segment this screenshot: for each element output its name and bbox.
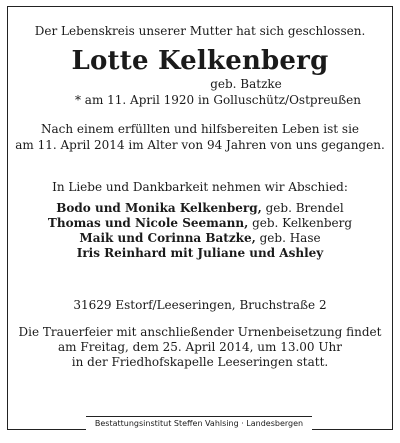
death-line: Nach einem erfüllten und hilfsbereiten Leben ist sie — [40, 122, 360, 136]
mourner-name: Thomas und Nicole Seemann, — [47, 216, 249, 230]
birth-name: geb. Batzke — [210, 77, 282, 91]
mourner-name: Bodo und Monika Kelkenberg, — [56, 201, 262, 215]
deceased-name: Lotte Kelkenberg — [71, 46, 329, 76]
mourner-note: geb. Hase — [259, 231, 321, 245]
intro-text: Der Lebenskreis unserer Mutter hat sich geschlossen. — [34, 24, 366, 38]
obituary-notice — [7, 6, 393, 430]
funeral-line: in der Friedhofskapelle Leeseringen statt. — [71, 355, 329, 369]
mourners-list — [8, 201, 392, 261]
mourner-name: Iris Reinhard mit Juliane und Ashley — [76, 246, 324, 260]
birth-info: * am 11. April 1920 in Golluschütz/Ostpreußen — [74, 93, 362, 107]
mourner-name: Maik und Corinna Batzke, — [79, 231, 256, 245]
mourner-line — [8, 246, 392, 261]
farewell-text: In Liebe und Dankbarkeit nehmen wir Abschied: — [52, 180, 348, 194]
death-line: am 11. April 2014 im Alter von 94 Jahren von uns gegangen. — [15, 138, 385, 152]
mourner-note: geb. Brendel — [265, 201, 344, 215]
funeral-line: am Freitag, dem 25. April 2014, um 13.00 Uhr — [58, 340, 342, 354]
mourner-line — [8, 201, 392, 216]
mourner-line — [8, 216, 392, 231]
funeral-line: Die Trauerfeier mit anschließender Urnenbeisetzung findet — [18, 325, 382, 339]
death-text — [8, 121, 392, 153]
address-text: 31629 Estorf/Leeseringen, Bruchstraße 2 — [73, 298, 327, 312]
mourner-line — [8, 231, 392, 246]
mourner-note: geb. Kelkenberg — [252, 216, 353, 230]
funeral-home-footer: Bestattungsinstitut Steffen Vahlsing · Landesbergen — [86, 416, 312, 430]
funeral-text — [8, 325, 392, 370]
